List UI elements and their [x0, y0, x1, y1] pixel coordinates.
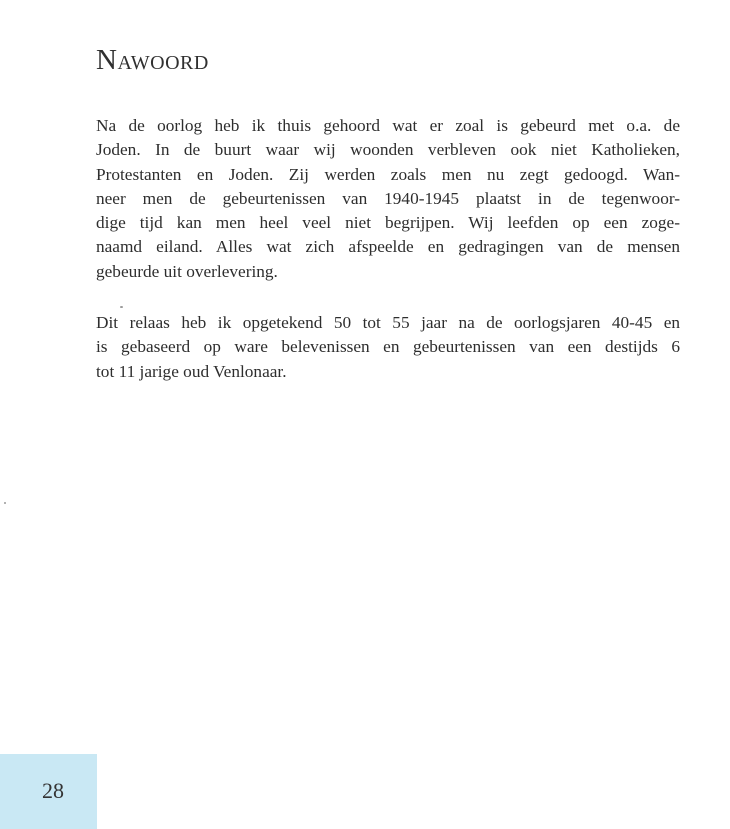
text-line: dige tijd kan men heel veel niet begrijpen. Wij leefden op een zoge- [96, 213, 680, 233]
text-line: Protestanten en Joden. Zij werden zoals men nu zegt gedoogd. Wan- [96, 164, 680, 184]
scan-speck [4, 502, 6, 504]
text-line: naamd eiland. Alles wat zich afspeelde en gedragingen van de mensen [96, 237, 680, 257]
chapter-title: Nawoord [96, 44, 209, 76]
text-line: gebeurde uit overlevering. [96, 261, 278, 281]
text-line: Joden. In de buurt waar wij woonden verbleven ook niet Katholieken, [96, 140, 680, 160]
text-line: tot 11 jarige oud Venlonaar. [96, 361, 287, 381]
body-paragraph-1 [96, 114, 680, 284]
text-line: Dit relaas heb ik opgetekend 50 tot 55 jaar na de oorlogsjaren 40-45 en [96, 313, 680, 332]
body-paragraph-2 [96, 311, 680, 384]
scan-speck [120, 306, 123, 308]
text-line: Na de oorlog heb ik thuis gehoord wat er zoal is gebeurd met o.a. de [96, 116, 680, 135]
text-line: neer men de gebeurtenissen van 1940-1945 plaatst in de tegenwoor- [96, 188, 680, 208]
page-number: 28 [42, 778, 64, 803]
text-line: is gebaseerd op ware belevenissen en gebeurtenissen van een destijds 6 [96, 337, 680, 357]
